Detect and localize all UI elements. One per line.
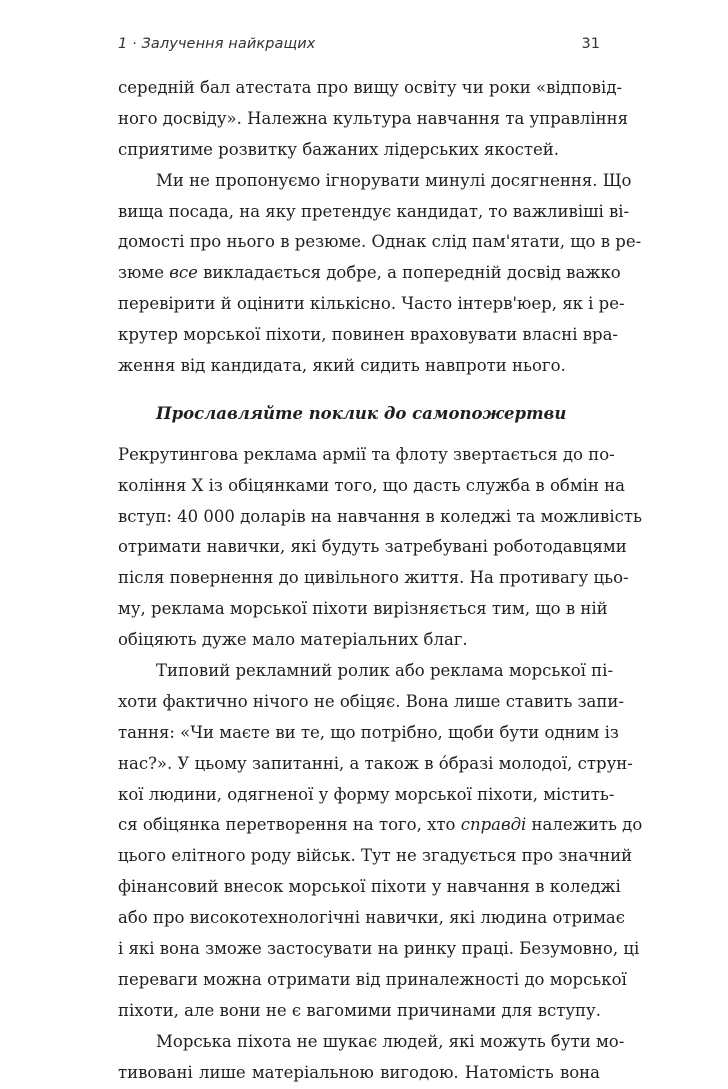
text-line: кої людини, одягненої у форму морської піхоти, містить- [118,784,615,804]
text-line: піхоти, але вони не є вагомими причинами для вступу. [118,1000,602,1020]
section-spacer [118,382,600,399]
text-line: Типовий рекламний ролик або реклама морської пі- [156,661,614,681]
chapter-title: 1 · Залучення найкращих [118,36,316,52]
text-line [118,810,643,841]
text-line: обіцяють дуже мало матеріальних благ. [118,630,468,650]
text-line: цього елітного роду військ. Тут не згадується про значний [118,846,633,866]
emphasis-text: все [169,263,198,283]
text-segment: належить до [526,815,643,835]
text-line: домості про нього в резюме. Однак слід пам'ятати, що в ре- [118,232,642,252]
text-line: Ми не пропонуємо ігнорувати минулі досягнення. Що [156,170,632,190]
text-segment: зюме [118,263,170,283]
text-line: хоти фактично нічого не обіцяє. Вона лише ставить запи- [118,691,624,711]
text-line: сприятиме розвитку бажаних лідерських якостей. [118,139,560,159]
text-line: коління X із обіцянками того, що дасть служба в обмін на [118,475,626,495]
text-line: і які вона зможе застосувати на ринку праці. Безумовно, ці [118,939,640,959]
text-line: отримати навички, які будуть затребувані роботодавцями [118,537,627,557]
emphasis-text: справді [460,815,527,835]
running-head [118,36,600,66]
text-line: перевірити й оцінити кількісно. Часто інтерв'юер, як і ре- [118,294,625,314]
text-line: Морська піхота не шукає людей, які можуть бути мо- [156,1031,625,1051]
text-line: фінансовий внесок морської піхоти у навчання в коледжі [118,877,621,897]
text-line: вступ: 40 000 доларів на навчання в коледжі та можливість [118,506,642,526]
text-line: му, реклама морської піхоти вирізняється тим, що в ній [118,599,608,619]
text-line: тивовані лише матеріальною вигодою. Натомість вона [118,1062,600,1082]
text-segment: ся обіцянка перетворення на того, хто [118,815,461,835]
section-heading: Прославляйте поклик до самопожертви [156,403,567,423]
text-line: ного досвіду». Належна культура навчання та управління [118,108,629,128]
text-line: тання: «Чи маєте ви те, що потрібно, щоби бути одним із [118,722,619,742]
text-line: нас?». У цьому запитанні, а також в óбразі молодої, струн- [118,753,633,773]
text-line: середній бал атестата про вищу освіту чи роки «відповід- [118,78,623,97]
text-line: Рекрутингова реклама армії та флоту звертається до по- [118,444,615,464]
text-line: переваги можна отримати від приналежності до морської [118,969,627,989]
text-line: ження від кандидата, який сидить навпроти нього. [118,356,566,376]
text-line: або про високотехнологічні навички, які людина отримає [118,908,625,928]
text-line: крутер морської піхоти, повинен враховувати власні вра- [118,325,619,345]
text-line: після повернення до цивільного життя. На противагу цьо- [118,568,629,588]
text-line: вища посада, на яку претендує кандидат, то важливіші ві- [118,201,630,221]
section-spacer [118,430,600,440]
body-text [118,73,643,1089]
page-number: 31 [581,36,600,52]
text-line [118,258,621,289]
text-segment: викладається добре, а попередній досвід важко [197,263,621,283]
